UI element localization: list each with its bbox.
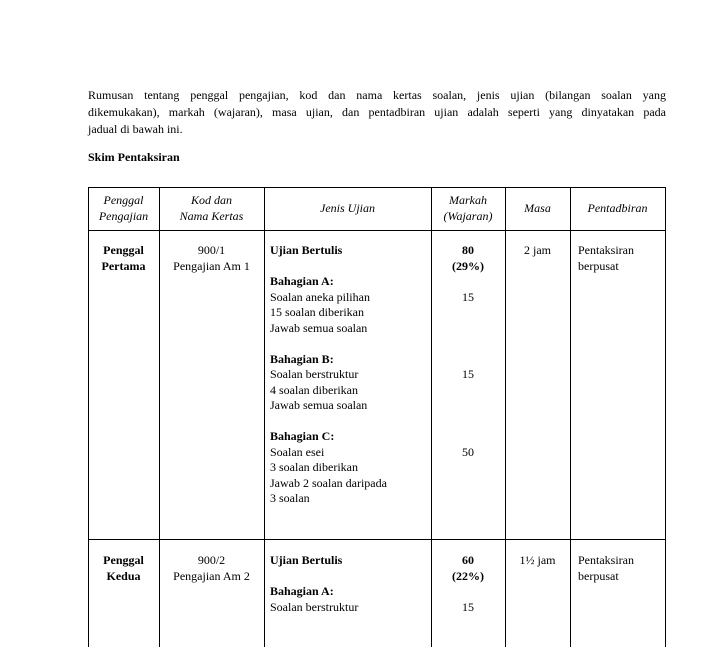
header-masa: Masa	[524, 201, 551, 215]
table-border-right	[665, 187, 666, 647]
row2-markah-a: 15	[462, 599, 474, 614]
row2-markah	[431, 553, 505, 615]
row2-kod	[159, 553, 264, 584]
row1-bahagian-c	[270, 429, 428, 507]
row2-bahagian-a-line1: Soalan berstruktur	[270, 599, 359, 614]
header-markah	[431, 193, 505, 224]
section-title: Skim Pentaksiran	[88, 150, 180, 164]
row2-markah-total: 60	[462, 553, 474, 567]
row1-penggal-line1: Penggal	[103, 243, 144, 257]
header-kod-line2: Nama Kertas	[179, 208, 244, 223]
row1-bahagian-b-line3: Jawab semua soalan	[270, 398, 368, 412]
row2-pentadbiran-line1: Pentaksiran	[578, 553, 634, 567]
row1-bahagian-b-line1: Soalan berstruktur	[270, 367, 359, 381]
row1-bahagian-c-title: Bahagian C:	[270, 429, 335, 443]
row1-kod-name: Pengajian Am 1	[173, 258, 250, 273]
row2-bahagian-a	[270, 584, 428, 615]
row1-penggal	[88, 243, 159, 274]
row1-bahagian-a	[270, 274, 428, 336]
header-markah-line1: Markah	[449, 193, 487, 207]
row1-markah-total: 80	[462, 243, 474, 257]
row2-jenis	[270, 553, 428, 615]
row2-kod-name: Pengajian Am 2	[173, 568, 250, 583]
row2-bahagian-a-title: Bahagian A:	[270, 584, 334, 598]
intro-line-2: dikemukakan), markah (wajaran), masa ujian, dan pentadbiran ujian adalah seperti yang dinyatakan pada	[88, 105, 666, 119]
row1-markah	[431, 243, 505, 460]
row1-bahagian-c-line3: Jawab 2 soalan daripada	[270, 475, 387, 490]
row1-kod-code: 900/1	[197, 243, 226, 257]
row1-penggal-line2: Pertama	[101, 258, 146, 273]
row2-markah-wajaran: (22%)	[452, 568, 484, 583]
table-border-top	[88, 187, 666, 188]
header-jenis: Jenis Ujian	[320, 201, 375, 215]
col-divider-2	[264, 187, 265, 647]
row2-penggal-line1: Penggal	[103, 553, 144, 567]
row1-bahagian-a-title: Bahagian A:	[270, 274, 334, 288]
row1-bahagian-a-line1: Soalan aneka pilihan	[270, 289, 370, 304]
row1-masa: 2 jam	[524, 243, 551, 257]
header-penggal	[88, 193, 159, 224]
row1-bahagian-c-line2: 3 soalan diberikan	[270, 460, 358, 474]
header-penggal-line1: Penggal	[103, 193, 144, 207]
row1-bahagian-a-line2: 15 soalan diberikan	[270, 305, 364, 319]
header-kod	[159, 193, 264, 224]
row2-kod-code: 900/2	[197, 553, 226, 567]
header-kod-line1: Kod dan	[190, 193, 232, 207]
row1-pentadbiran-line2: berpusat	[578, 258, 619, 273]
row1-markah-a: 15	[462, 289, 474, 304]
row1-bahagian-b-line2: 4 soalan diberikan	[270, 382, 358, 397]
intro-line-1: Rumusan tentang penggal pengajian, kod dan nama kertas soalan, jenis ujian (bilangan soalan yang	[88, 88, 666, 102]
header-markah-line2: (Wajaran)	[443, 208, 493, 223]
row1-bahagian-b	[270, 352, 428, 414]
row1-markah-c: 50	[462, 444, 474, 459]
row1-ujian: Ujian Bertulis	[270, 243, 343, 257]
intro-line-3: jadual di bawah ini.	[88, 122, 183, 136]
row1-bahagian-c-line4: 3 soalan	[270, 491, 310, 505]
header-pentadbiran: Pentadbiran	[587, 201, 648, 215]
assessment-table	[88, 187, 666, 647]
row-divider	[88, 539, 666, 540]
row2-pentadbiran	[578, 553, 663, 584]
row1-pentadbiran-line1: Pentaksiran	[578, 243, 634, 257]
header-penggal-line2: Pengajian	[98, 208, 149, 223]
row2-penggal	[88, 553, 159, 584]
row1-markah-wajaran: (29%)	[452, 258, 484, 273]
row2-masa: 1½ jam	[519, 553, 556, 567]
row1-bahagian-a-line3: Jawab semua soalan	[270, 320, 368, 335]
row2-ujian: Ujian Bertulis	[270, 553, 343, 567]
col-divider-5	[570, 187, 571, 647]
row1-pentadbiran	[578, 243, 663, 274]
row1-bahagian-c-line1: Soalan esei	[270, 444, 325, 459]
row2-pentadbiran-line2: berpusat	[578, 568, 619, 583]
row1-jenis	[270, 243, 428, 507]
header-divider	[88, 230, 666, 231]
row1-bahagian-b-title: Bahagian B:	[270, 351, 334, 366]
intro-paragraph	[88, 87, 666, 138]
row1-markah-b: 15	[462, 367, 474, 381]
row1-kod	[159, 243, 264, 274]
row2-penggal-line2: Kedua	[106, 568, 141, 583]
